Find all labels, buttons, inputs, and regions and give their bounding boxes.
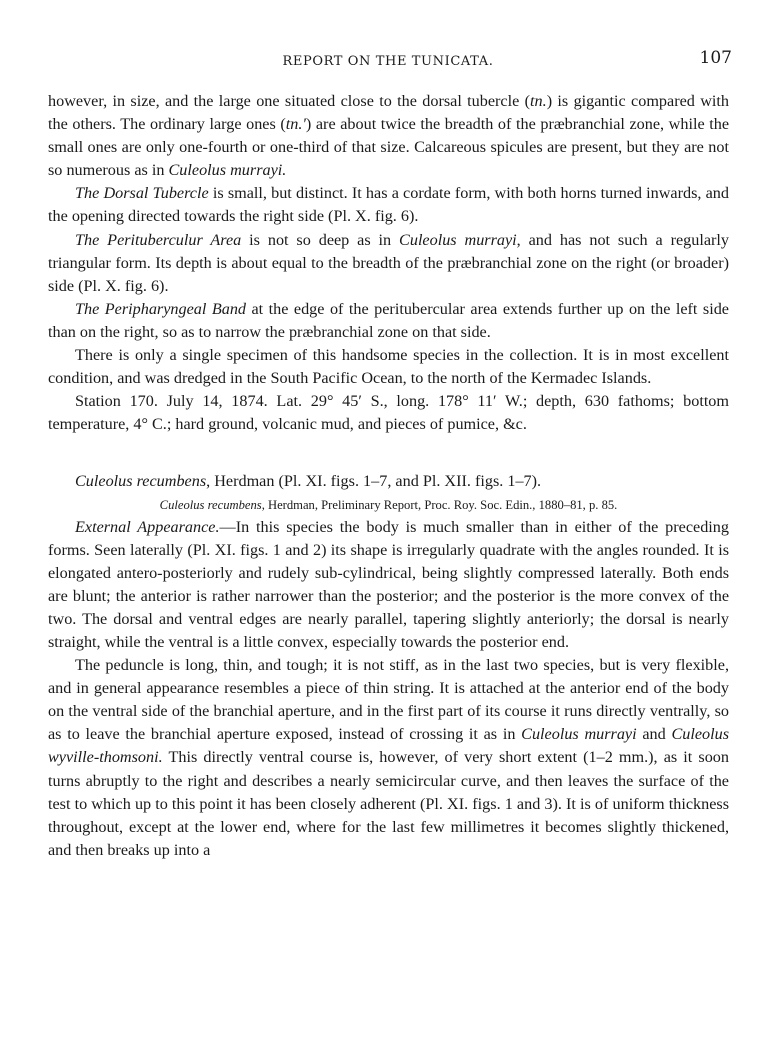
paragraph-specimen: There is only a single specimen of this handsome species in the collection. It is in most excellent condition, and was dredged in the South Pacific Ocean, to the north of the Kermadec Islands.: [48, 346, 729, 388]
section-heading: External Appearance.: [75, 517, 220, 536]
page-header: [48, 44, 732, 76]
section-heading: The Perituberculur Area: [75, 230, 242, 249]
running-head: REPORT ON THE TUNICATA.: [282, 54, 494, 69]
section-heading: The Peripharyngeal Band: [75, 299, 247, 318]
section-gap: [48, 436, 729, 470]
paragraph-station: Station 170. July 14, 1874. Lat. 29° 45′ S., long. 178° 11′ W.; depth, 630 fathoms; bottom temperature, 4° C.; hard ground, volcanic mud, and pieces of pumice, &c.: [48, 392, 729, 434]
page-number: 107: [699, 48, 732, 68]
paragraph-spines-continued: however, in size, and the large one situated close to the dorsal tubercle (tn.) is gigantic compared with the others. The ordinary large ones (tn.') are about twice the breadth of the præbranchial zone, while the small ones are only one-fourth or one-third of that size. Calcareous spicules are present, but they are not so numerous as in Culeolus murrayi.: [48, 92, 730, 180]
citation: Culeolus recumbens, Herdman, Preliminary Report, Proc. Roy. Soc. Edin., 1880–81, p. 85.: [159, 497, 618, 512]
paragraph-peritubercular-area: The Perituberculur Area is not so deep as in Culeolus murrayi, and has not such a regularly triangular form. Its depth is about equal to the breadth of the præbranchial zone on the right (or broader) side (Pl. X. fig. 6).: [48, 230, 730, 295]
species-title: Culeolus recumbens, Herdman (Pl. XI. figs. 1–7, and Pl. XII. figs. 1–7).: [75, 472, 542, 491]
paragraph-peripharyngeal-band: The Peripharyngeal Band at the edge of the peritubercular area extends further up on the left side than on the right, so as to narrow the præbranchial zone on that side.: [48, 299, 729, 341]
section-heading: The Dorsal Tubercle: [75, 184, 209, 203]
paragraph-peduncle: The peduncle is long, thin, and tough; it is not stiff, as in the last two species, but is very flexible, and in general appearance resembles a piece of thin string. It is attached at the anterior end of the body on the ventral side of the branchial aperture, and in the first part of its course it runs directly ventrally, so as to leave the branchial aperture exposed, instead of crossing it as in Culeolus murrayi and Culeolus wyville-thomsoni. This directly ventral course is, however, of very short extent (1–2 mm.), as it soon turns abruptly to the right and describes a nearly semicircular curve, and then leaves the surface of the test to which up to this point it has been closely adherent (Pl. XI. figs. 1 and 3). It is of uniform thickness throughout, except at the lower end, where for the last few millimetres it becomes slightly thickened, and then breaks up into a: [48, 656, 729, 859]
paragraph-external-appearance: External Appearance.—In this species the body is much smaller than in either of the preceding forms. Seen laterally (Pl. XI. figs. 1 and 2) its shape is irregularly quadrate with the angles rounded. It is elongated antero-posteriorly and rudely sub-cylindrical, being slightly compressed laterally. Both ends are blunt; the anterior is rather narrower than the posterior; and the posterior is the more convex of the two. The dorsal and ventral edges are nearly parallel, tapering slightly anteriorly; the dorsal is nearly straight, while the ventral is a little convex, especially towards the posterior end.: [48, 517, 729, 651]
paragraph-dorsal-tubercle: The Dorsal Tubercle is small, but distinct. It has a cordate form, with both horns turned inwards, and the opening directed towards the right side (Pl. X. fig. 6).: [48, 184, 729, 226]
body-text: [48, 90, 729, 862]
